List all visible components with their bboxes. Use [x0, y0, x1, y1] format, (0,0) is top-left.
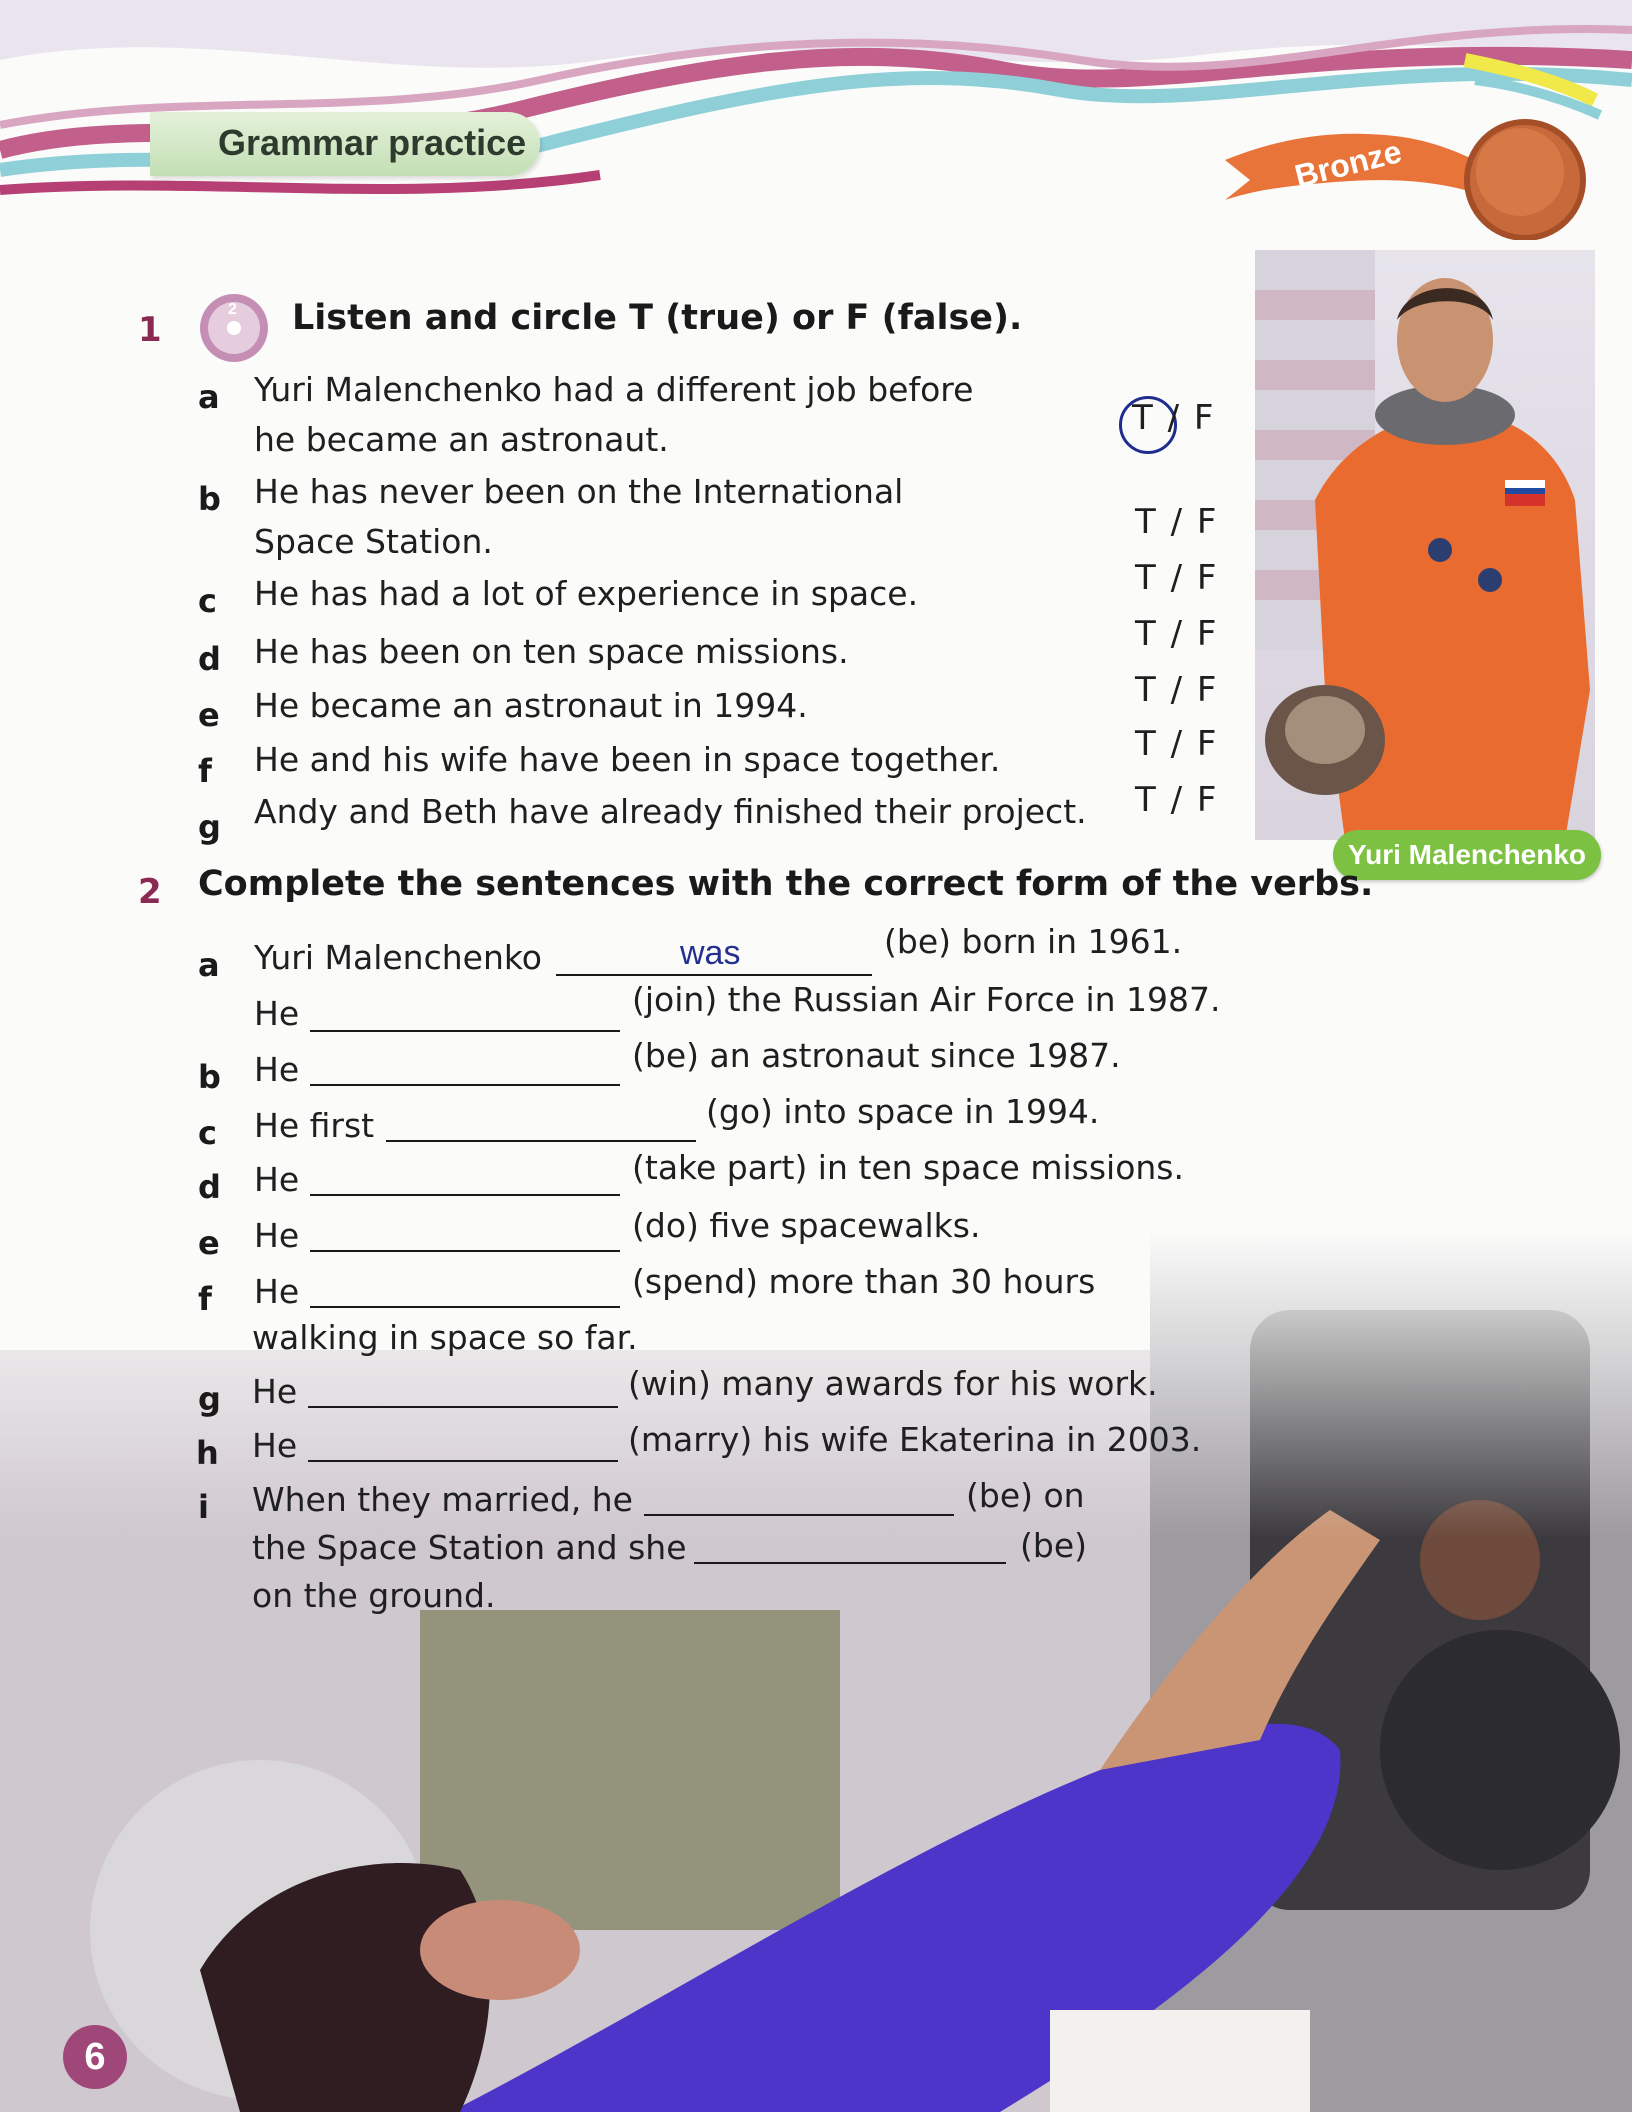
- item-2e-after: (do) five spacewalks.: [632, 1206, 981, 1245]
- item-2c-after: (go) into space in 1994.: [706, 1092, 1100, 1131]
- item-2a-after: (be) born in 1961.: [884, 922, 1183, 961]
- item-1c-true-false[interactable]: T / F: [1135, 558, 1219, 598]
- item-2h-blank[interactable]: [308, 1460, 618, 1462]
- section-label: Grammar practice: [218, 122, 527, 163]
- item-2e-before: He: [254, 1216, 300, 1255]
- cockpit-photo: [0, 1230, 1632, 2112]
- item-1c-letter: c: [198, 582, 217, 620]
- item-1f-true-false[interactable]: T / F: [1135, 724, 1219, 764]
- item-1a-true-false[interactable]: T / F: [1132, 398, 1216, 438]
- item-2d-before: He: [254, 1160, 300, 1199]
- item-2i-line-3: on the ground.: [252, 1576, 496, 1615]
- item-2c-letter: c: [198, 1114, 217, 1152]
- exercise-1-instruction: Listen and circle T (true) or F (false).: [292, 298, 1023, 338]
- exercise-2-number: 2: [138, 872, 162, 912]
- item-1e-letter: e: [198, 696, 220, 734]
- cd-track-number: 2: [228, 301, 237, 318]
- item-2a2-after: (join) the Russian Air Force in 1987.: [632, 980, 1221, 1019]
- item-1b-true-false[interactable]: T / F: [1135, 502, 1219, 542]
- item-2c-blank[interactable]: [386, 1140, 696, 1142]
- item-2i-line-1-before: When they married, he: [252, 1480, 633, 1519]
- item-2g-blank[interactable]: [308, 1406, 618, 1408]
- item-1g-line-1: Andy and Beth have already finished their project.: [254, 792, 1087, 831]
- item-2g-after: (win) many awards for his work.: [628, 1364, 1158, 1403]
- item-1b-letter: b: [198, 480, 221, 518]
- item-2e-letter: e: [198, 1224, 220, 1262]
- item-2f-continuation: walking in space so far.: [252, 1318, 638, 1357]
- item-2f-blank[interactable]: [310, 1306, 620, 1308]
- item-2e-blank[interactable]: [310, 1250, 620, 1252]
- item-1f-line-1: He and his wife have been in space together.: [254, 740, 1001, 779]
- astronaut-photo: [1255, 250, 1595, 840]
- item-1b-line-1: He has never been on the International: [254, 472, 904, 511]
- exercise-1-number: 1: [138, 310, 162, 350]
- item-2d-after: (take part) in ten space missions.: [632, 1148, 1184, 1187]
- item-1g-letter: g: [198, 808, 221, 846]
- level-badge-text: Bronze: [1291, 133, 1406, 195]
- item-2h-after: (marry) his wife Ekaterina in 2003.: [628, 1420, 1202, 1459]
- item-1c-line-1: He has had a lot of experience in space.: [254, 574, 919, 613]
- item-2d-blank[interactable]: [310, 1194, 620, 1196]
- item-2i-blank-2[interactable]: [694, 1562, 1006, 1564]
- item-2f-after: (spend) more than 30 hours: [632, 1262, 1096, 1301]
- item-2i-letter: i: [198, 1488, 209, 1526]
- item-2a-letter: a: [198, 946, 220, 984]
- item-1e-line-1: He became an astronaut in 1994.: [254, 686, 808, 725]
- cd-audio-icon[interactable]: [198, 292, 270, 364]
- item-2h-before: He: [252, 1426, 298, 1465]
- item-1a-line-2: he became an astronaut.: [254, 420, 669, 459]
- page-number: 6: [63, 2025, 127, 2089]
- item-1d-letter: d: [198, 640, 221, 678]
- section-tab: [150, 112, 540, 176]
- item-1a-letter: a: [198, 378, 220, 416]
- item-2a-answer: was: [680, 934, 741, 972]
- item-2a-blank[interactable]: [556, 974, 872, 976]
- item-2b-letter: b: [198, 1058, 221, 1096]
- item-2a2-before: He: [254, 994, 300, 1033]
- item-1g-true-false[interactable]: T / F: [1135, 780, 1219, 820]
- item-2f-letter: f: [198, 1280, 212, 1318]
- item-1a-line-1: Yuri Malenchenko had a different job before: [254, 370, 974, 409]
- exercise-2-instruction: Complete the sentences with the correct form of the verbs.: [198, 864, 1374, 904]
- item-2c-before: He first: [254, 1106, 375, 1145]
- item-2i-blank-1[interactable]: [644, 1514, 954, 1516]
- item-1d-line-1: He has been on ten space missions.: [254, 632, 849, 671]
- item-2h-letter: h: [196, 1434, 219, 1472]
- item-2b-blank[interactable]: [310, 1084, 620, 1086]
- item-2i-line-2-before: the Space Station and she: [252, 1528, 687, 1567]
- item-2f-before: He: [254, 1272, 300, 1311]
- item-1f-letter: f: [198, 752, 212, 790]
- item-2i-line-2-after: (be): [1020, 1526, 1087, 1565]
- item-2a-before: Yuri Malenchenko: [254, 938, 542, 977]
- item-2d-letter: d: [198, 1168, 221, 1206]
- item-2i-line-1-after: (be) on: [966, 1476, 1085, 1515]
- photo-caption: Yuri Malenchenko: [1333, 830, 1601, 880]
- item-1d-true-false[interactable]: T / F: [1135, 614, 1219, 654]
- item-1b-line-2: Space Station.: [254, 522, 493, 561]
- item-2g-before: He: [252, 1372, 298, 1411]
- item-2b-after: (be) an astronaut since 1987.: [632, 1036, 1121, 1075]
- bronze-medal-badge: [1215, 40, 1615, 240]
- item-1e-true-false[interactable]: T / F: [1135, 670, 1219, 710]
- item-2g-letter: g: [198, 1380, 221, 1418]
- item-2a2-blank[interactable]: [310, 1030, 620, 1032]
- item-2b-before: He: [254, 1050, 300, 1089]
